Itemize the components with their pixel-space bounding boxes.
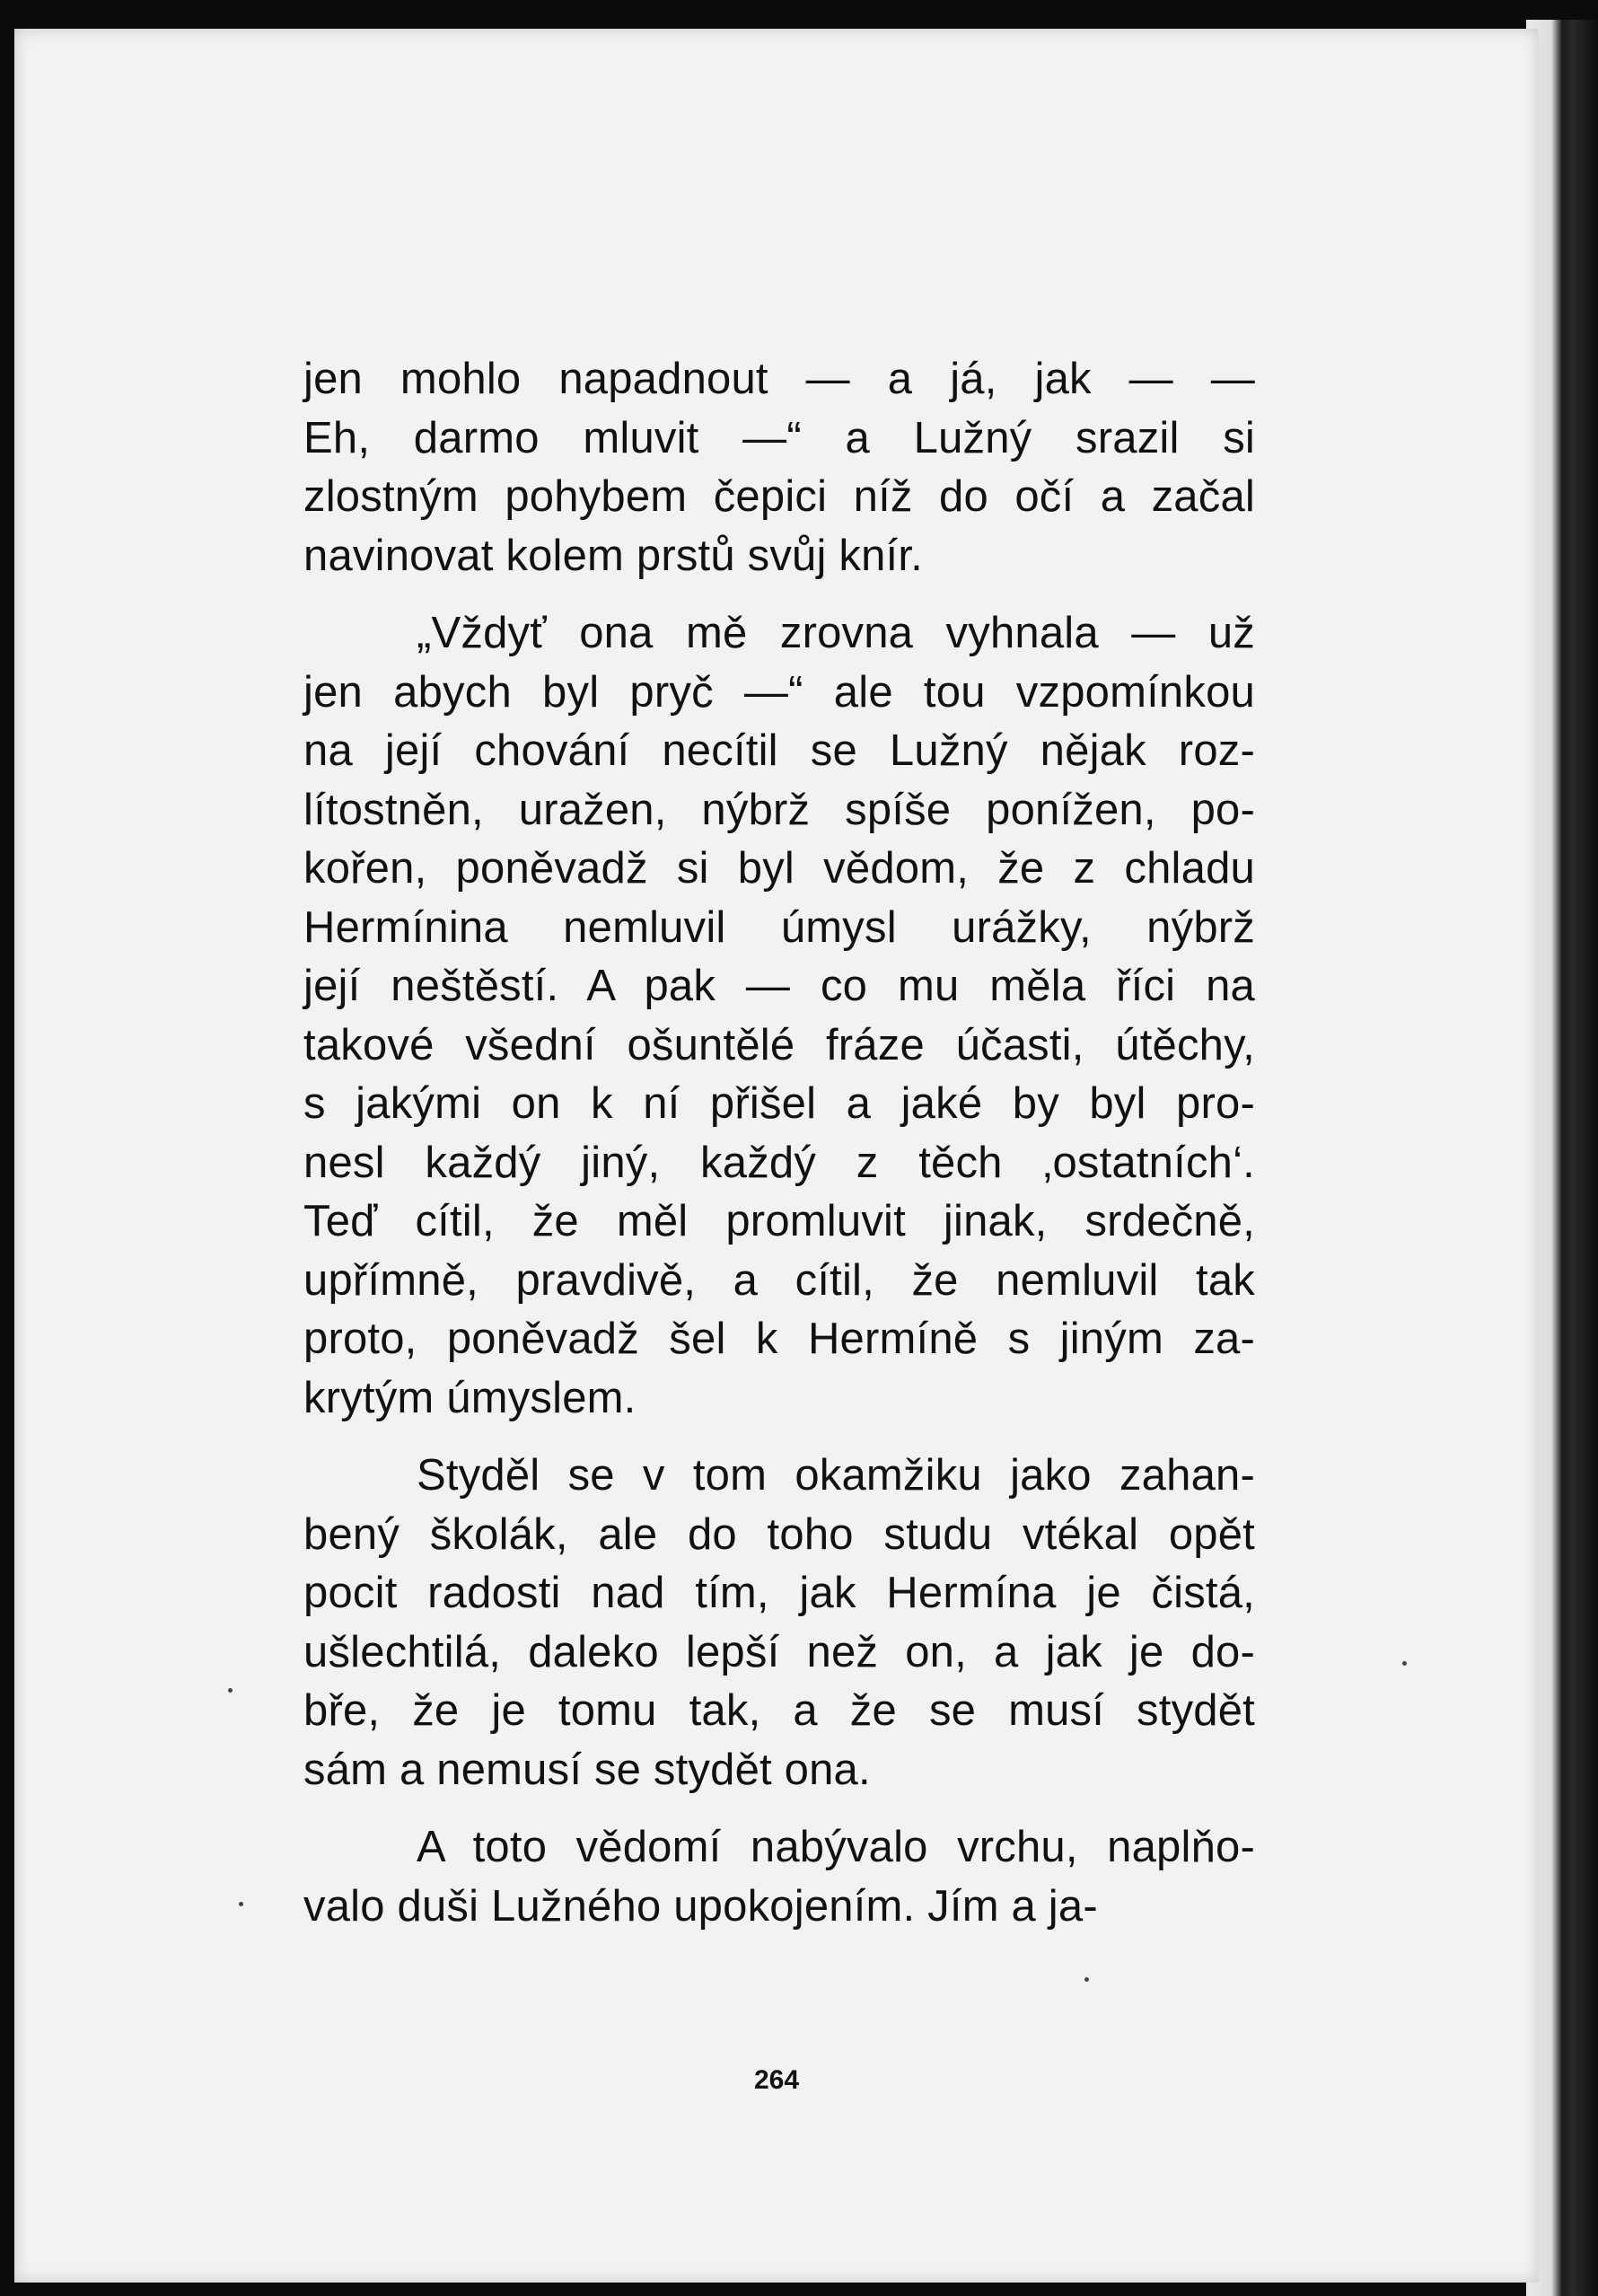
text-line: na její chování necítil se Lužný nějak roz- xyxy=(303,726,1255,775)
paragraph xyxy=(303,350,1255,585)
text-line: sám a nemusí se stydět ona. xyxy=(303,1745,871,1794)
text-line: Styděl se v tom okamžiku jako zahan- xyxy=(417,1451,1255,1500)
text-line: jen mohlo napadnout — a já, jak — — xyxy=(303,355,1255,403)
text-line: zlostným pohybem čepici níž do očí a začal xyxy=(303,472,1255,521)
dust-speck xyxy=(1402,1661,1407,1666)
text-line: nesl každý jiný, každý z těch ‚ostatních‘. xyxy=(303,1138,1255,1187)
text-line: Teď cítil, že měl promluvit jinak, srdečně, xyxy=(303,1197,1255,1245)
text-line: Eh, darmo mluvit —“ a Lužný srazil si xyxy=(303,413,1255,462)
text-line: krytým úmyslem. xyxy=(303,1373,637,1422)
text-line: bře, že je tomu tak, a že se musí stydět xyxy=(303,1686,1255,1735)
text-line: valo duši Lužného upokojením. Jím a ja- xyxy=(303,1881,1098,1931)
paragraph xyxy=(303,1447,1255,1799)
dust-speck xyxy=(239,1902,243,1906)
dust-speck xyxy=(1084,1977,1089,1982)
text-line: „Vždyť ona mě zrovna vyhnala — už xyxy=(417,609,1255,657)
dust-speck xyxy=(228,1688,233,1693)
text-line: lítostněn, uražen, nýbrž spíše ponížen, po- xyxy=(303,785,1255,834)
text-line: pocit radosti nad tím, jak Hermína je čistá, xyxy=(303,1569,1255,1617)
text-line: její neštěstí. A pak — co mu měla říci na xyxy=(303,962,1255,1010)
text-line: proto, poněvadž šel k Hermíně s jiným za- xyxy=(303,1315,1255,1363)
text-line: s jakými on k ní přišel a jaké by byl pro- xyxy=(303,1079,1255,1128)
text-line: navinovat kolem prstů svůj knír. xyxy=(303,531,923,580)
page-number: 264 xyxy=(753,2065,800,2095)
text-line: jen abych byl pryč —“ ale tou vzpomínkou xyxy=(303,667,1255,717)
text-line: Hermínina nemluvil úmysl urážky, nýbrž xyxy=(303,902,1255,952)
paragraph xyxy=(303,604,1255,1428)
text-line: takové všední ošuntělé fráze účasti, útěchy, xyxy=(303,1020,1255,1069)
text-line: A toto vědomí nabývalo vrchu, naplňo- xyxy=(417,1823,1255,1871)
paragraph xyxy=(303,1818,1255,1936)
text-line: bený školák, ale do toho studu vtékal opět xyxy=(303,1509,1255,1559)
body-text xyxy=(303,350,1255,1955)
text-line: kořen, poněvadž si byl vědom, že z chladu xyxy=(303,844,1255,893)
text-line: upřímně, pravdivě, a cítil, že nemluvil tak xyxy=(303,1255,1255,1305)
text-line: ušlechtilá, daleko lepší než on, a jak je do- xyxy=(303,1627,1255,1676)
